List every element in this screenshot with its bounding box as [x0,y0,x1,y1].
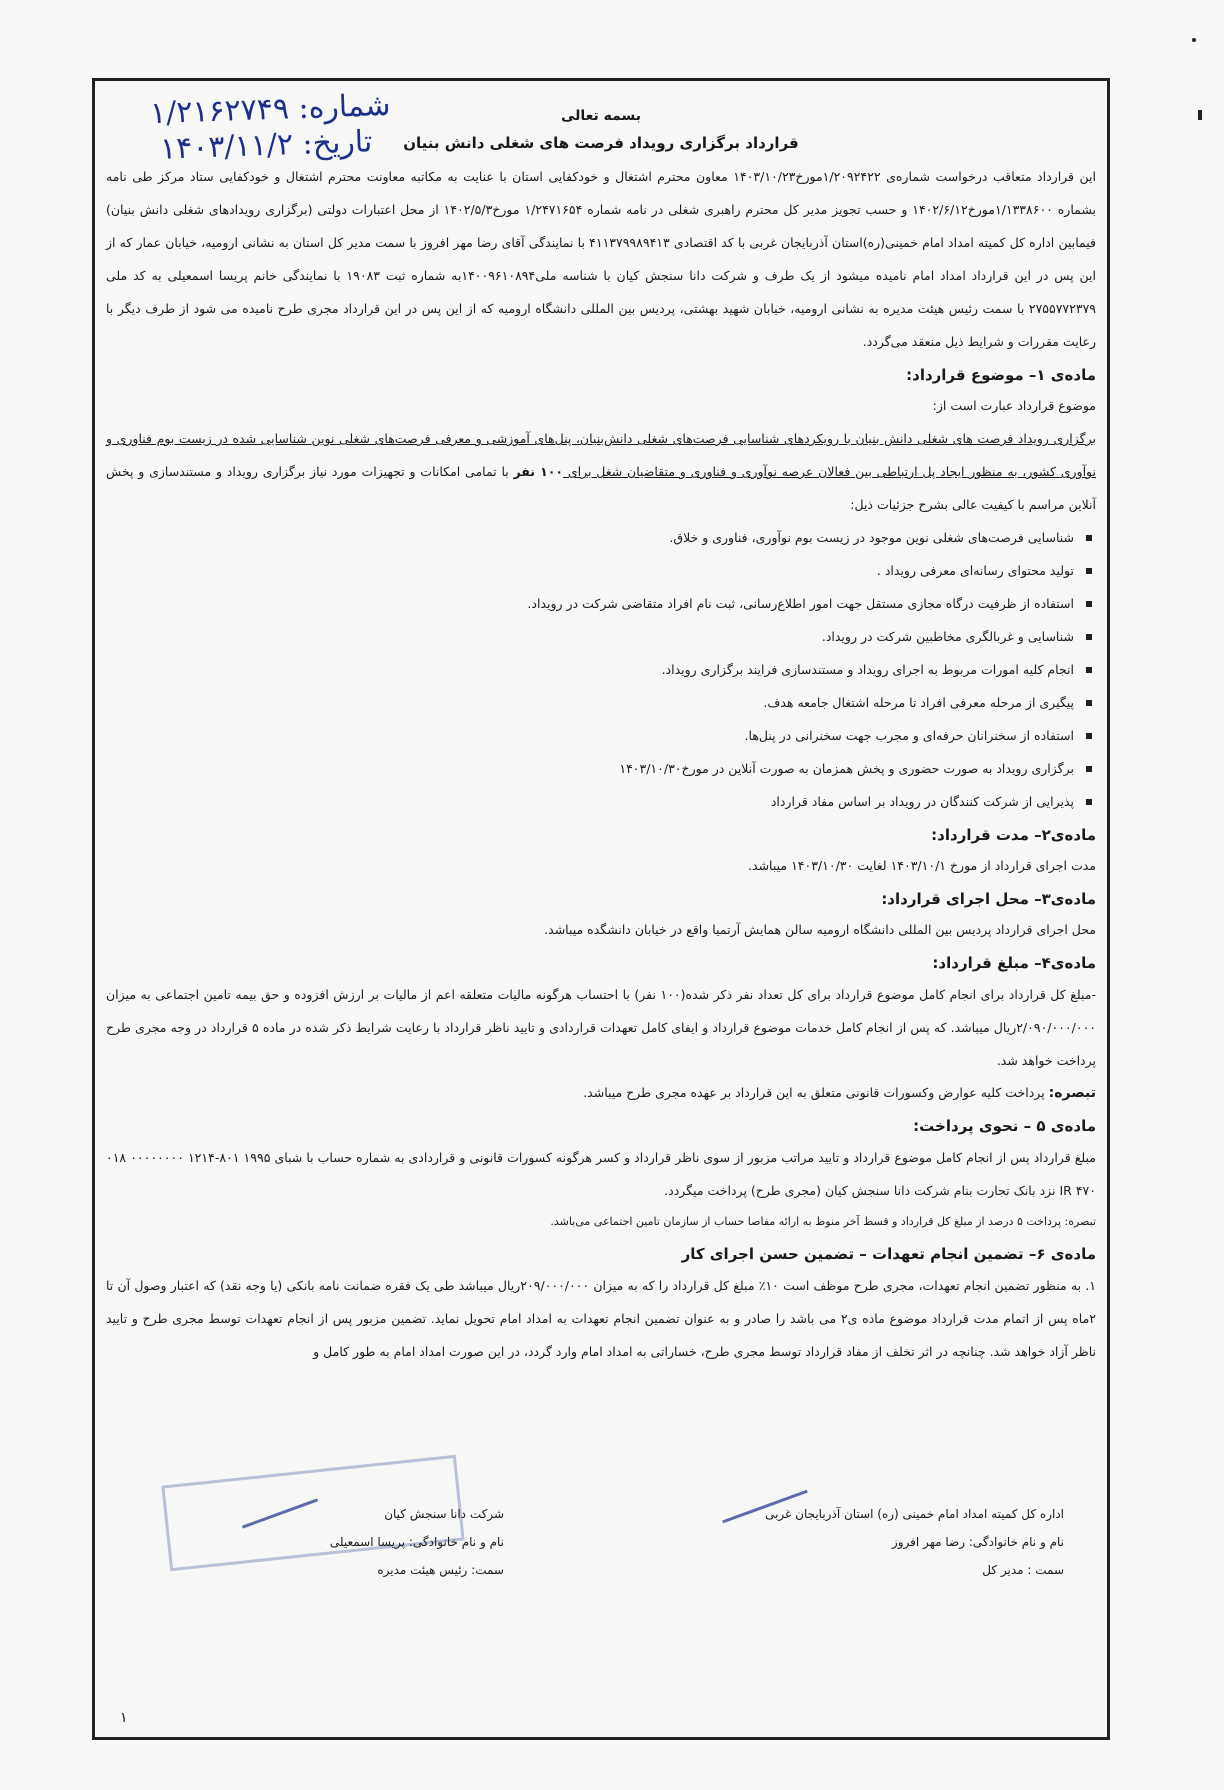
article6-body: ۱. به منظور تضمین انجام تعهدات، مجری طرح موظف است ۱۰٪ مبلغ کل قرارداد را که به میزان ۲۰۹/۰۰۰/۰۰۰ریال میباشد طی یک فقره ضمانت نامه بانکی (یا وجه نقد) که اعتبار وصول آن تا ۲ماه پس از اتمام مدت قرارداد موضوع ماده ی۲ می باشد را صادر و به عنوان تضمین انجام تعهدات به امداد امام تحویل نماید. تضمین مزبور پس از انجام تعهدات توسط مجری طرح و تایید ناظر آزاد خواهد شد. چنانچه در اثر تخلف از مفاد قرارداد توسط مجری طرح، خساراتی به امداد امام وارد گردد، در این صورت امداد امام به طور کامل و [106,1278,1097,1359]
signature-block-right [765,1500,1064,1584]
article1-body-a: برگزاری رویداد فرصت های شغلی دانش بنیان با رویکردهای شناسایی فرصت‌های شغلی دانش‌بنیان، پنل‌های آموزشی و معرفی فرصت‌های شغلی نوین شناسایی شده در زیست بوم فناوری و نوآوری کشور، به منظور ایجاد پل ارتباطی بین فعالان عرصه نوآوری و فناوری و متقاضیان شغل برای [106,431,1096,479]
list-item: پذیرایی از شرکت کنندگان در رویداد بر اساس مفاد قرارداد [106,785,1074,818]
article2-heading: ماده‌ی۲– مدت قرارداد: [931,826,1096,844]
list-item: پیگیری از مرحله معرفی افراد تا مرحله اشتغال جامعه هدف. [106,686,1074,719]
article3-body: محل اجرای قرارداد پردیس بین المللی دانشگاه ارومیه سالن همایش آرتمیا واقع در خیابان دانشگده میباشد. [544,922,1096,937]
contract-body [106,100,1096,1368]
article5-note: تبصره: پرداخت ۵ درصد از مبلغ کل قرارداد و قسط آخر منوط به ارائه مفاصا حساب از سازمان تامین اجتماعی می‌باشد. [550,1215,1096,1228]
article3-heading: ماده‌ی۳– محل اجرای قرارداد: [881,890,1096,908]
signature-left-role: سمت: رئیس هیئت مدیره [377,1563,504,1577]
list-item: شناسایی فرصت‌های شغلی نوین موجود در زیست بوم نوآوری، فناوری و خلاق. [106,521,1074,554]
handwritten-number: شماره: ۱/۲۱۶۲۷۴۹ [149,87,392,132]
signature-left-org: شرکت دانا سنجش کیان [384,1507,504,1521]
signature-right-role: سمت : مدیر کل [982,1563,1064,1577]
article4-note-label: تبصره: [1048,1085,1096,1101]
article1-lead: موضوع قرارداد عبارت است از: [932,398,1096,413]
article1-body [106,422,1096,521]
article4-body: -مبلغ کل قرارداد برای انجام کامل موضوع قرارداد برای کل تعداد نفر ذکر شده(۱۰۰ نفر) با احتساب هرگونه مالیات متعلقه اعم از مالیات بر ارزش افزوده و حق بیمه تامین اجتماعی به میزان ۲/۰۹۰/۰۰۰/۰۰۰ریال میباشد. که پس از انجام کامل خدمات موضوع قرارداد و ایفای کامل تعهدات قراردادی و تایید ناظر قرارداد با رعایت شرایط ذکر شده در ماده ۵ قرارداد در وجه مجری طرح پرداخت خواهد شد. [106,987,1097,1068]
article4-note [106,1077,1096,1109]
list-item: تولید محتوای رسانه‌ای معرفی رویداد . [106,554,1074,587]
signature-right-org: اداره کل کمیته امداد امام خمینی (ره) استان آذربایجان غربی [765,1507,1064,1521]
article1-items [106,521,1096,818]
article5-heading: ماده‌ی ۵ – نحوی پرداخت: [913,1117,1096,1135]
article1-body-b: با تمامی امکانات و تجهیزات مورد نیاز برگزاری رویداد و مستندسازی و پخش آنلاین مراسم با کیفیت عالی بشرح جزئیات ذیل: [106,464,1096,512]
scan-mark [1198,110,1202,120]
article1-heading: ماده‌ی ۱– موضوع قرارداد: [906,366,1096,384]
page-number: ۱ [120,1710,128,1726]
article2-body: مدت اجرای قرارداد از مورخ ۱۴۰۳/۱۰/۱ لغایت ۱۴۰۳/۱۰/۳۰ میباشد. [748,858,1096,873]
signature-block-left [330,1500,504,1584]
signature-right-name: نام و نام خانوادگی: رضا مهر افروز [891,1535,1064,1549]
article6-heading: ماده‌ی ۶– تضمین انجام تعهدات – تضمین حسن اجرای کار [681,1245,1096,1263]
scan-dot [1192,38,1196,42]
article4-heading: ماده‌ی۴– مبلغ قرارداد: [932,954,1096,972]
basmala: بسمه تعالی [560,108,642,124]
list-item: استفاده از ظرفیت درگاه مجازی مستقل جهت امور اطلاع‌رسانی، ثبت نام افراد متقاضی شرکت در رویداد. [106,587,1074,620]
article1-body-bold: ۱۰۰ نفر [513,464,564,479]
list-item: استفاده از سخنرانان حرفه‌ای و مجرب جهت سخنرانی در پنل‌ها. [106,719,1074,752]
list-item: انجام کلیه امورات مربوط به اجرای رویداد و مستندسازی فرایند برگزاری رویداد. [106,653,1074,686]
article4-note-text: پرداخت کلیه عوارض وکسورات قانونی متعلق به این قرارداد بر عهده مجری طرح میباشد. [583,1085,1049,1100]
intro-paragraph: این قرارداد متعاقب درخواست شماره‌ی ۱/۲۰۹۲۴۲۲مورخ۱۴۰۳/۱۰/۲۳ معاون محترم اشتغال و خودکفایی استان با عنایت به مکاتبه معاونت محترم اشتغال و خودکفایی ستاد مرکز طی نامه بشماره ۱/۱۳۳۸۶۰۰مورخ۱۴۰۲/۶/۱۲ و حسب تجویز مدیر کل محترم راهبری شغلی در نامه شماره ۱/۲۴۷۱۶۵۴ مورخ۱۴۰۲/۵/۳ از محل اعتبارات دولتی (برگزاری رویدادهای شغلی دانش بنیان) فیمابین اداره کل کمیته امداد امام خمینی(ره)استان آذربایجان غربی با کد اقتصادی ۴۱۱۳۷۹۹۸۹۴۱۳ با نمایندگی آقای رضا مهر افروز با سمت مدیر کل استان به نشانی ارومیه، خیابان عمار که از این پس در این قرارداد امداد امام نامیده میشود از یک طرف و شرکت دانا سنجش کیان با شناسه ملی۱۴۰۰۹۶۱۰۸۹۴به شماره ثبت ۱۹۰۸۳ با نمایندگی خانم پریسا اسمعیلی به کد ملی ۲۷۵۵۷۷۲۳۷۹ با سمت رئیس هیئت مدیره به نشانی ارومیه، خیابان شهید بهشتی، پردیس بین المللی دانشگاه ارومیه که از این پس در این قرارداد مجری طرح نامیده می شود از طرف دیگر با رعایت مقررات و شرایط ذیل منعقد می‌گردد. [106,169,1097,349]
handwritten-date: تاریخ: ۱۴۰۳/۱۱/۲ [159,124,373,167]
list-item: برگزاری رویداد به صورت حضوری و پخش همزمان به صورت آنلاین در مورخ۱۴۰۳/۱۰/۳۰ [106,752,1074,785]
contract-title: قرارداد برگزاری رویداد فرصت های شغلی دانش بنیان [403,134,799,152]
list-item: شناسایی و غربالگری مخاطبین شرکت در رویداد. [106,620,1074,653]
article5-body: مبلغ قرارداد پس از انجام کامل موضوع قرارداد و تایید مراتب مزبور از سوی ناظر قرارداد و کسر هرگونه کسورات قانونی و قراردادی به شماره حساب با شبای ۱۹۹۵ ۸۰۱-۱۲۱۴ ۰۰۰۰۰۰۰۰ ۰۱۸ ۴۷۰ IR نزد بانک تجارت بنام شرکت دانا سنجش کیان (مجری طرح) پرداخت میگردد. [106,1150,1096,1198]
signature-left-name: نام و نام خانوادگی: پریسا اسمعیلی [329,1535,504,1549]
